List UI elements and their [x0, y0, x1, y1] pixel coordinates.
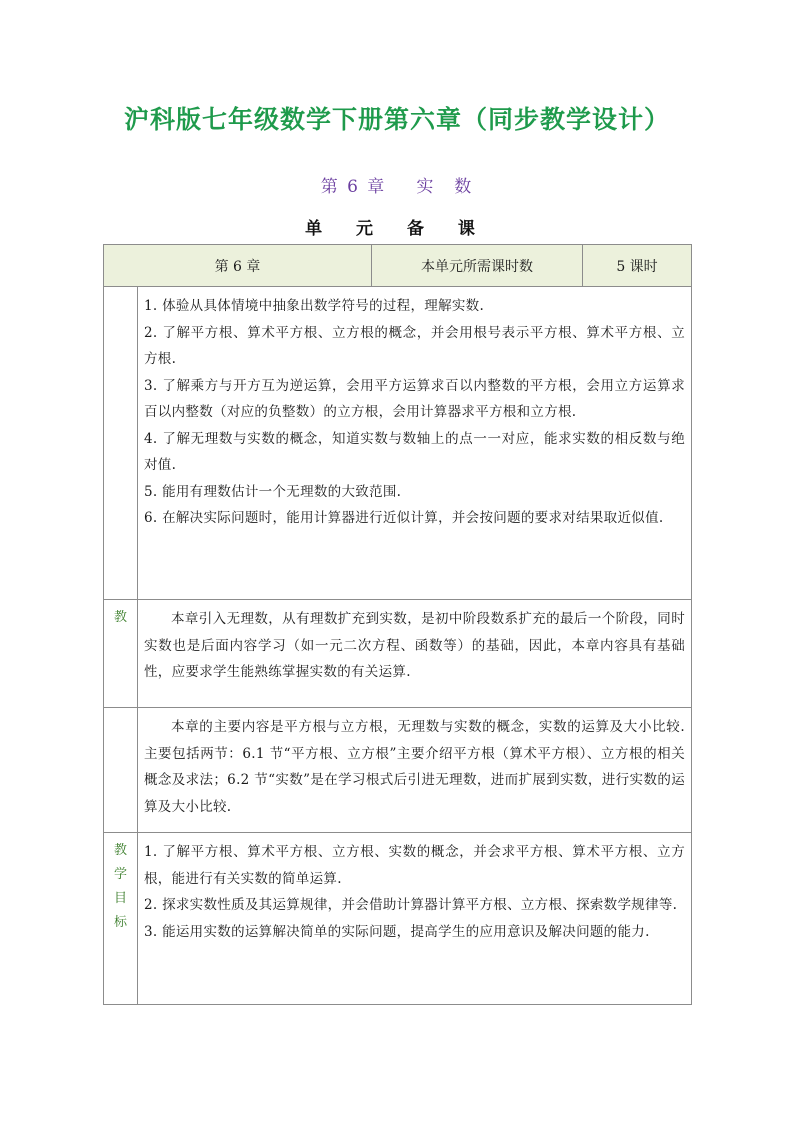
section-paragraph: 本章的主要内容是平方根与立方根，无理数与实数的概念，实数的运算及大小比较. 主要包括两节：6.1 节“平方根、立方根”主要介绍平方根（算术平方根）、立方根的相关概念及求法；6.2 节“实数”是在学习根式后引进无理数，进而扩展到实数，进行实数的运算及大小比较.: [144, 719, 685, 815]
section-content-cell: [138, 708, 692, 833]
section-side-label: [104, 708, 137, 714]
section-content-cell: [138, 833, 692, 1005]
list-item: 3. 了解乘方与开方互为逆运算，会用平方运算求百以内整数的平方根，会用立方运算求百以内整数（对应的负整数）的立方根，会用计算器求平方根和立方根.: [144, 377, 685, 420]
document-title: 沪科版七年级数学下册第六章（同步教学设计）: [123, 105, 670, 134]
header-hours-label-cell: 本单元所需课时数: [372, 245, 583, 287]
section-side-cell: [104, 600, 138, 708]
list-item: 5. 能用有理数估计一个无理数的大致范围.: [144, 483, 402, 500]
section-row-objectives: [104, 287, 692, 600]
unit-plan-table: [103, 244, 692, 1005]
section-side-label: 教: [113, 610, 127, 625]
section-paragraph: 本章引入无理数，从有理数扩充到实数，是初中阶段数系扩充的最后一个阶段，同时实数也是后面内容学习（如一元二次方程、函数等）的基础，因此，本章内容具有基础性，应要求学生能熟练掌握实数的有关运算.: [144, 611, 685, 680]
section-side-label: [104, 287, 137, 293]
list-item: 6. 在解决实际问题时，能用计算器进行近似计算，并会按问题的要求对结果取近似值.: [144, 510, 664, 526]
section-side-cell: [104, 708, 138, 833]
section-side-cell: [104, 287, 138, 600]
section-side-label: 教学目标: [113, 843, 127, 930]
chapter-label: 第 6 章: [320, 177, 387, 197]
section-content-cell: [138, 600, 692, 708]
list-item: 2. 探求实数性质及其运算规律，并会借助计算器计算平方根、立方根、探索数学规律等.: [144, 897, 678, 913]
header-hours-value-cell: 5 课时: [583, 245, 692, 287]
list-item: 2. 了解平方根、算术平方根、立方根的概念，并会用根号表示平方根、算术平方根、立方根.: [144, 324, 685, 367]
chapter-heading: [0, 172, 794, 197]
list-item: 1. 了解平方根、算术平方根、立方根、实数的概念，并会求平方根、算术平方根、立方根，能进行有关实数的简单运算.: [144, 844, 685, 887]
list-item: 3. 能运用实数的运算解决简单的实际问题，提高学生的应用意识及解决问题的能力.: [144, 923, 650, 940]
table-header-row: [104, 245, 692, 287]
unit-heading: 单 元 备 课: [305, 219, 489, 239]
section-row-teaching-goals: [104, 833, 692, 1005]
section-row-textbook-analysis: [104, 600, 692, 708]
section-side-cell: [104, 833, 138, 1005]
section-row-content-overview: [104, 708, 692, 833]
section-content-cell: [138, 287, 692, 600]
list-item: 1. 体验从具体情境中抽象出数学符号的过程，理解实数.: [144, 298, 485, 314]
list-item: 4. 了解无理数与实数的概念，知道实数与数轴上的点一一对应，能求实数的相反数与绝对值.: [144, 430, 685, 473]
header-chapter-cell: 第 6 章: [104, 245, 372, 287]
chapter-name: 实 数: [416, 177, 474, 197]
